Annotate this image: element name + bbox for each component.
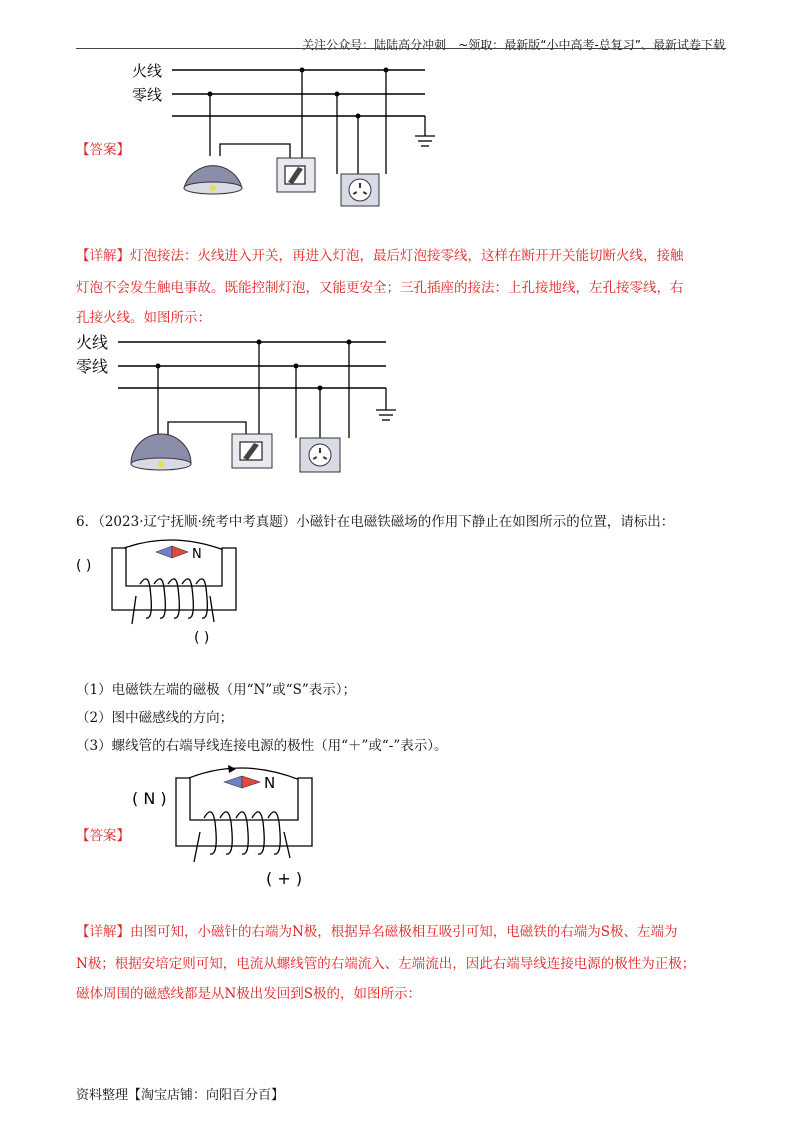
detail-line: N极；根据安培定则可知，电流从螺线管的右端流入、左端流出，因此右端导线连接电源的极性为正极； [76,956,696,972]
detail-line: 灯泡不会发生触电事故。既能控制灯泡，又能更安全；三孔插座的接法：上孔接地线，左孔接零线，右 [76,280,684,296]
detail-line: 由图可知，小磁针的右端为N极，根据异名磁极相互吸引可知，电磁铁的右端为S极、左端为 [130,924,678,940]
electromagnet-figure-answer [130,758,330,896]
detail-tag: 【详解】 [76,924,130,940]
page-footer: 资料整理【淘宝店铺：向阳百分百】 [76,1088,285,1103]
electromagnet-figure-question [74,536,244,652]
live-wire-label: 火线 [76,333,109,352]
sub-question-1: （1）电磁铁左端的磁极（用“N”或“S”表示）； [76,682,357,698]
lamp-icon [184,166,242,194]
question-6-stem: 6．（2023·辽宁抚顺·统考中考真题）小磁针在电磁铁磁场的作用下静止在如图所示的位置，请标出： [76,514,675,530]
three-pin-socket-icon [341,174,379,206]
header-rule [76,48,726,49]
page-header: 关注公众号：陆陆高分冲刺 ~领取：最新版“小中高考-总复习”、最新试卷下载 [302,38,725,52]
ground-icon [415,116,435,146]
ground-icon [376,388,396,420]
neutral-wire-label: 零线 [132,86,163,104]
field-direction-arrow-icon [228,765,236,773]
detail-line: 磁体周围的磁感线都是从N极出发回到S极的，如图所示： [76,986,422,1002]
answer-label: 【答案】 [76,828,130,844]
sub-question-2: （2）图中磁感线的方向； [76,710,234,726]
compass-needle-icon [156,546,188,558]
left-pole-answer: ( N ) [132,789,167,808]
needle-north-label: N [264,774,276,792]
switch-icon [277,158,315,192]
right-wire-blank: ( ) [194,630,210,646]
sub-question-3: （3）螺线管的右端导线连接电源的极性（用“＋”或“-”表示）。 [76,738,448,754]
compass-needle-icon [224,776,260,788]
needle-north-label: N [192,547,202,562]
circuit-diagram-answer [120,56,440,216]
detail-line: 孔接火线。如图所示： [76,310,211,326]
detail-tag: 【详解】 [76,248,130,264]
right-wire-answer: ( + ) [266,869,303,888]
live-wire-label: 火线 [132,62,163,80]
answer-label: 【答案】 [76,142,130,158]
lamp-icon [131,434,191,470]
left-pole-blank: ( ) [76,558,92,574]
switch-icon [232,434,272,468]
neutral-wire-label: 零线 [76,357,109,376]
detail-line: 灯泡接法：火线进入开关，再进入灯泡，最后灯泡接零线，这样在断开开关能切断火线，接触 [130,248,684,264]
three-pin-socket-icon [300,438,340,472]
circuit-diagram-explanation [74,326,414,476]
